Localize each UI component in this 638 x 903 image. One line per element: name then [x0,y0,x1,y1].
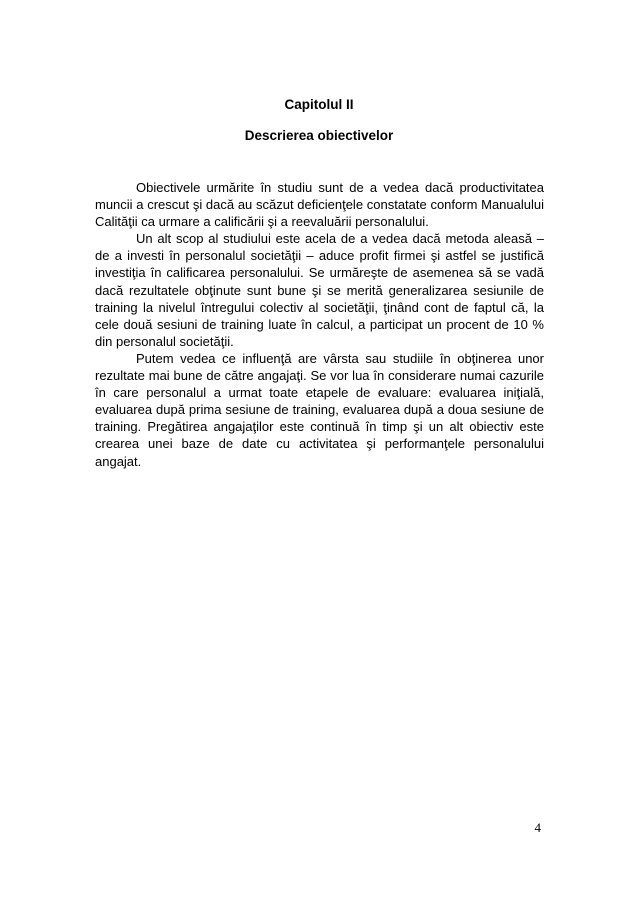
body-text [95,179,544,470]
paragraph: Obiectivele urmărite în studiu sunt de a vedea dacă productivitatea muncii a crescut şi dacă au scăzut deficienţele constatate conform Manualului Calităţii ca urmare a calificării şi a reevaluării personalului. [95,180,544,230]
paragraph: Putem vedea ce influenţă are vârsta sau studiile în obţinerea unor rezultate mai bune de către angajaţi. Se vor lua în considerare numai cazurile în care personalul a urmat toate etapele de evaluare: evaluarea iniţială, evaluarea după prima sesiune de training, evaluarea după a doua sesiune de training. Pregătirea angajaţilor este continuă în timp şi un alt obiectiv este crearea unei baze de date cu activitatea şi performanţele personalului angajat. [95,350,544,469]
paragraph: Un alt scop al studiului este acela de a vedea dacă metoda aleasă – de a investi în personalul societăţii – aduce profit firmei şi astfel se justifică investiţia în calificarea personalului. Se urmăreşte de asemenea să se vadă dacă rezultatele obţinute sunt bune şi se merită generalizarea sesiunile de training la nivelul întregului colectiv al societăţii, ţinând cont de faptul că, la cele două sesiuni de training luate în calcul, a participat un procent de 10 % din personalul societăţii. [95,231,544,349]
section-title: Descrierea obiectivelor [244,128,394,143]
page-number: 4 [534,820,541,835]
chapter-title: Capitolul II [284,97,354,112]
